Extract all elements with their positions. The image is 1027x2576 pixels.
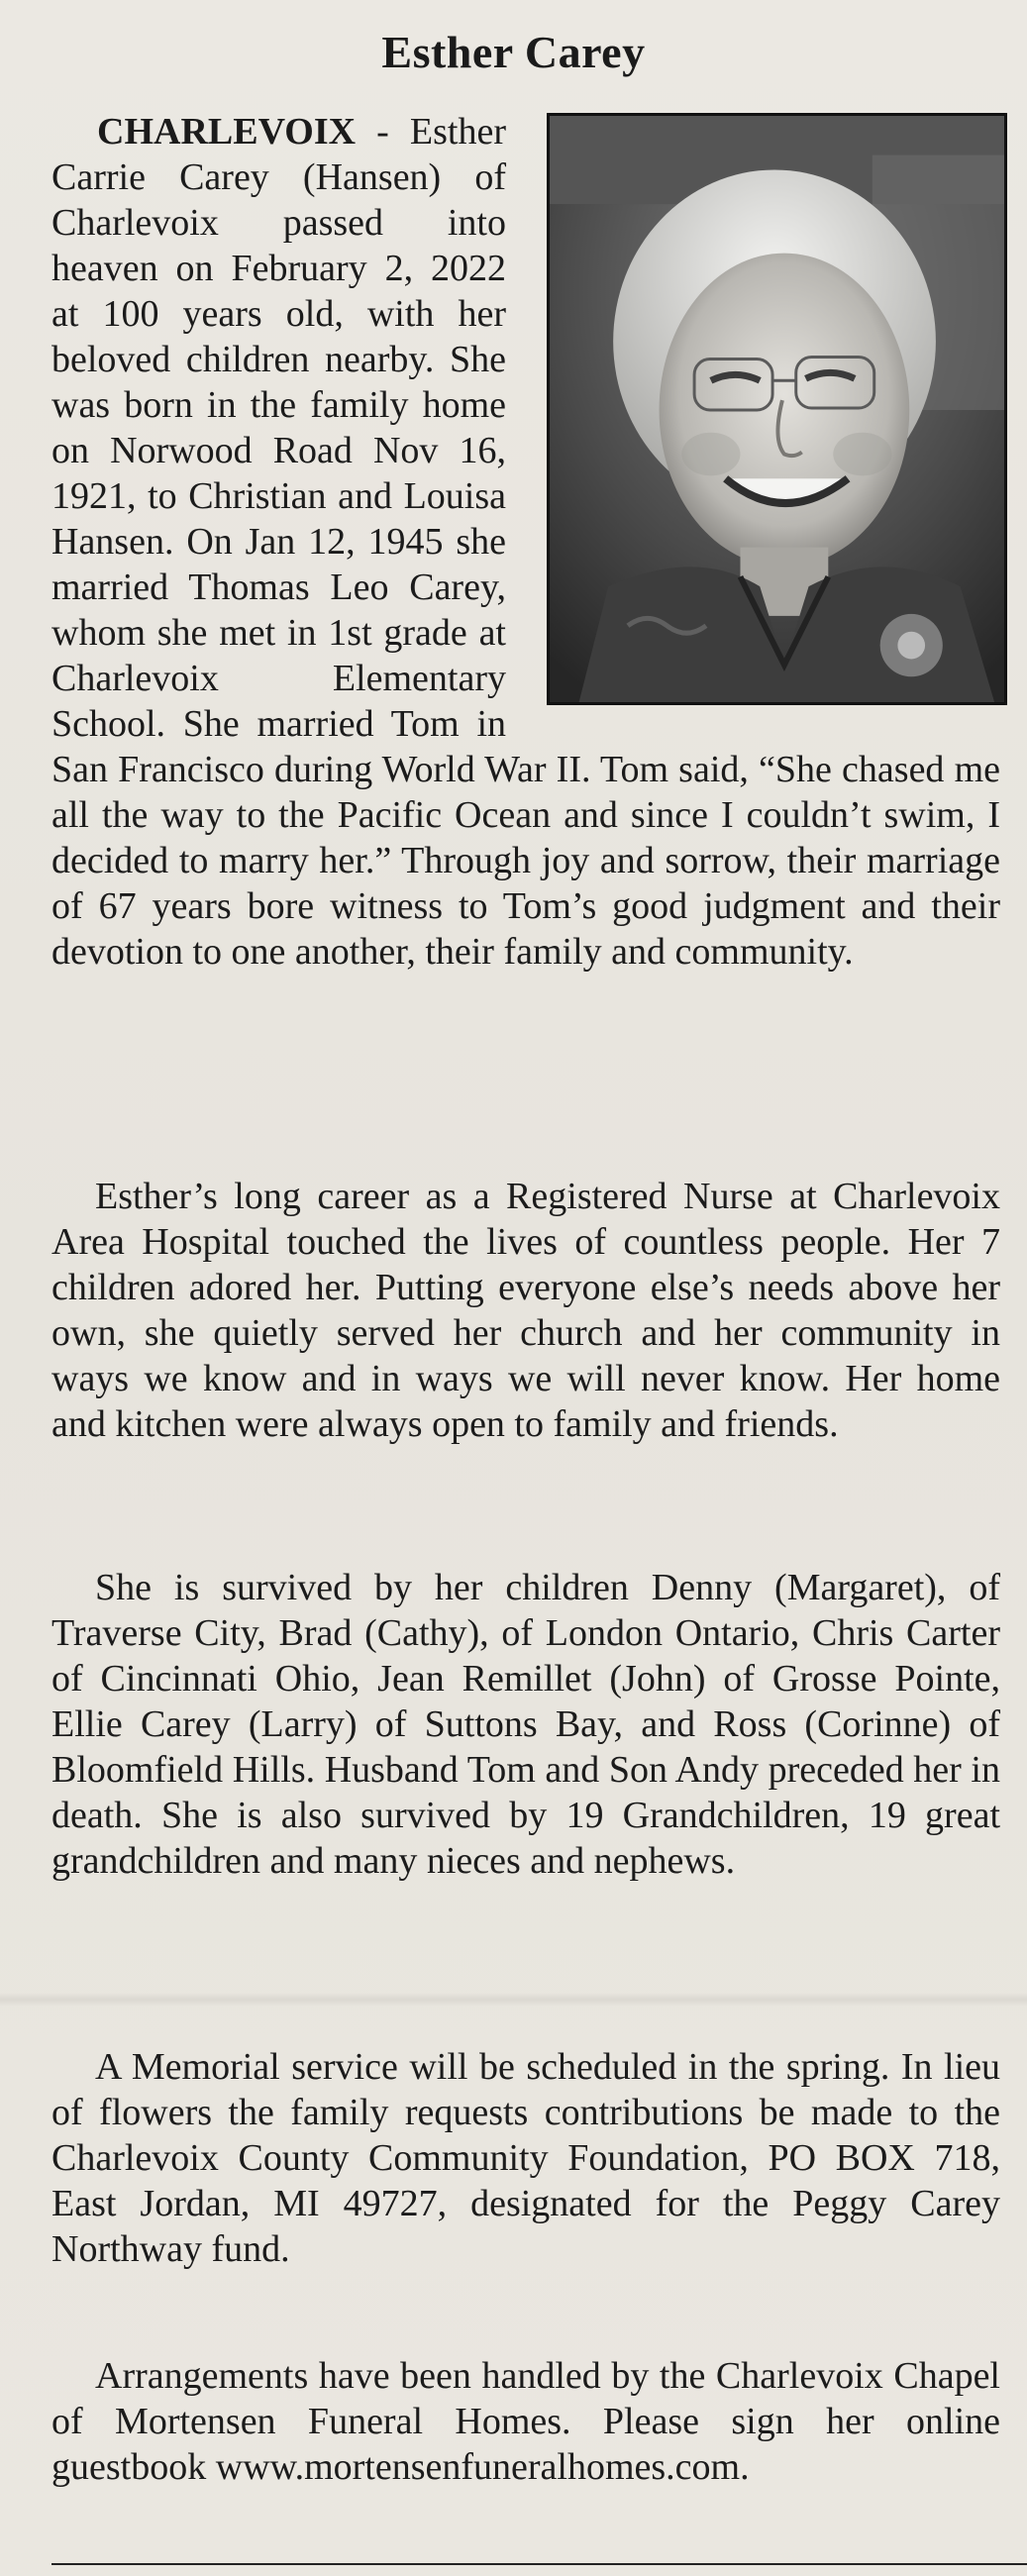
obituary-paragraph-1 [51,109,1000,975]
obituary-paragraph-4: A Memorial service will be scheduled in the spring. In lieu of flowers the family requests contributions be made to the Charlevoix County Community Foundation, PO BOX 718, East Jordan, MI 49727, designated for the Peggy Carey Northway fund. [51,2046,1000,2270]
paper-crease [0,1993,1027,2007]
obituary-headline: Esther Carey [381,27,646,77]
photo-wrap-spacer [520,109,1000,705]
obituary-paragraph-5: Arrangements have been handled by the Charlevoix Chapel of Mortensen Funeral Homes. Please sign her online guestbook www.mortensenfuneralhomes.com. [51,2355,1000,2488]
obituary-paragraph-2: Esther’s long career as a Registered Nurse at Charlevoix Area Hospital touched the lives of countless people. Her 7 children adored her. Putting everyone else’s needs above her own, she quietly served her church and her community in ways we know and in ways we will never know. Her home and kitchen were always open to family and friends. [51,1176,1000,1445]
paragraph-1-text: - Esther Carrie Carey (Hansen) of Charlevoix passed into heaven on February 2, 2022 at 100 years old, with her beloved children nearby. She was born in the family home on Norwood Road Nov 16, 1921, to Christian and Louisa Hansen. On Jan 12, 1945 she married Thomas Leo Carey, whom she met in 1st grade at Charlevoix Elementary School. She married Tom in San Francisco during World War II. Tom said, “She chased me all the way to the Pacific Ocean and since I couldn’t swim, I decided to marry her.” Through joy and sorrow, their marriage of 67 years bore witness to Tom’s good judgment and their devotion to one another, their family and community. [51,111,1000,973]
obituary-paragraph-3: She is survived by her children Denny (Margaret), of Traverse City, Brad (Cathy), of London Ontario, Chris Carter of Cincinnati Ohio, Jean Remillet (John) of Grosse Pointe, Ellie Carey (Larry) of Suttons Bay, and Ross (Corinne) of Bloomfield Hills. Husband Tom and Son Andy preceded her in death. She is also survived by 19 Grandchildren, 19 great grandchildren and many nieces and nephews. [51,1567,1000,1882]
bottom-rule [51,2563,1027,2565]
dateline: CHARLEVOIX [97,111,357,153]
